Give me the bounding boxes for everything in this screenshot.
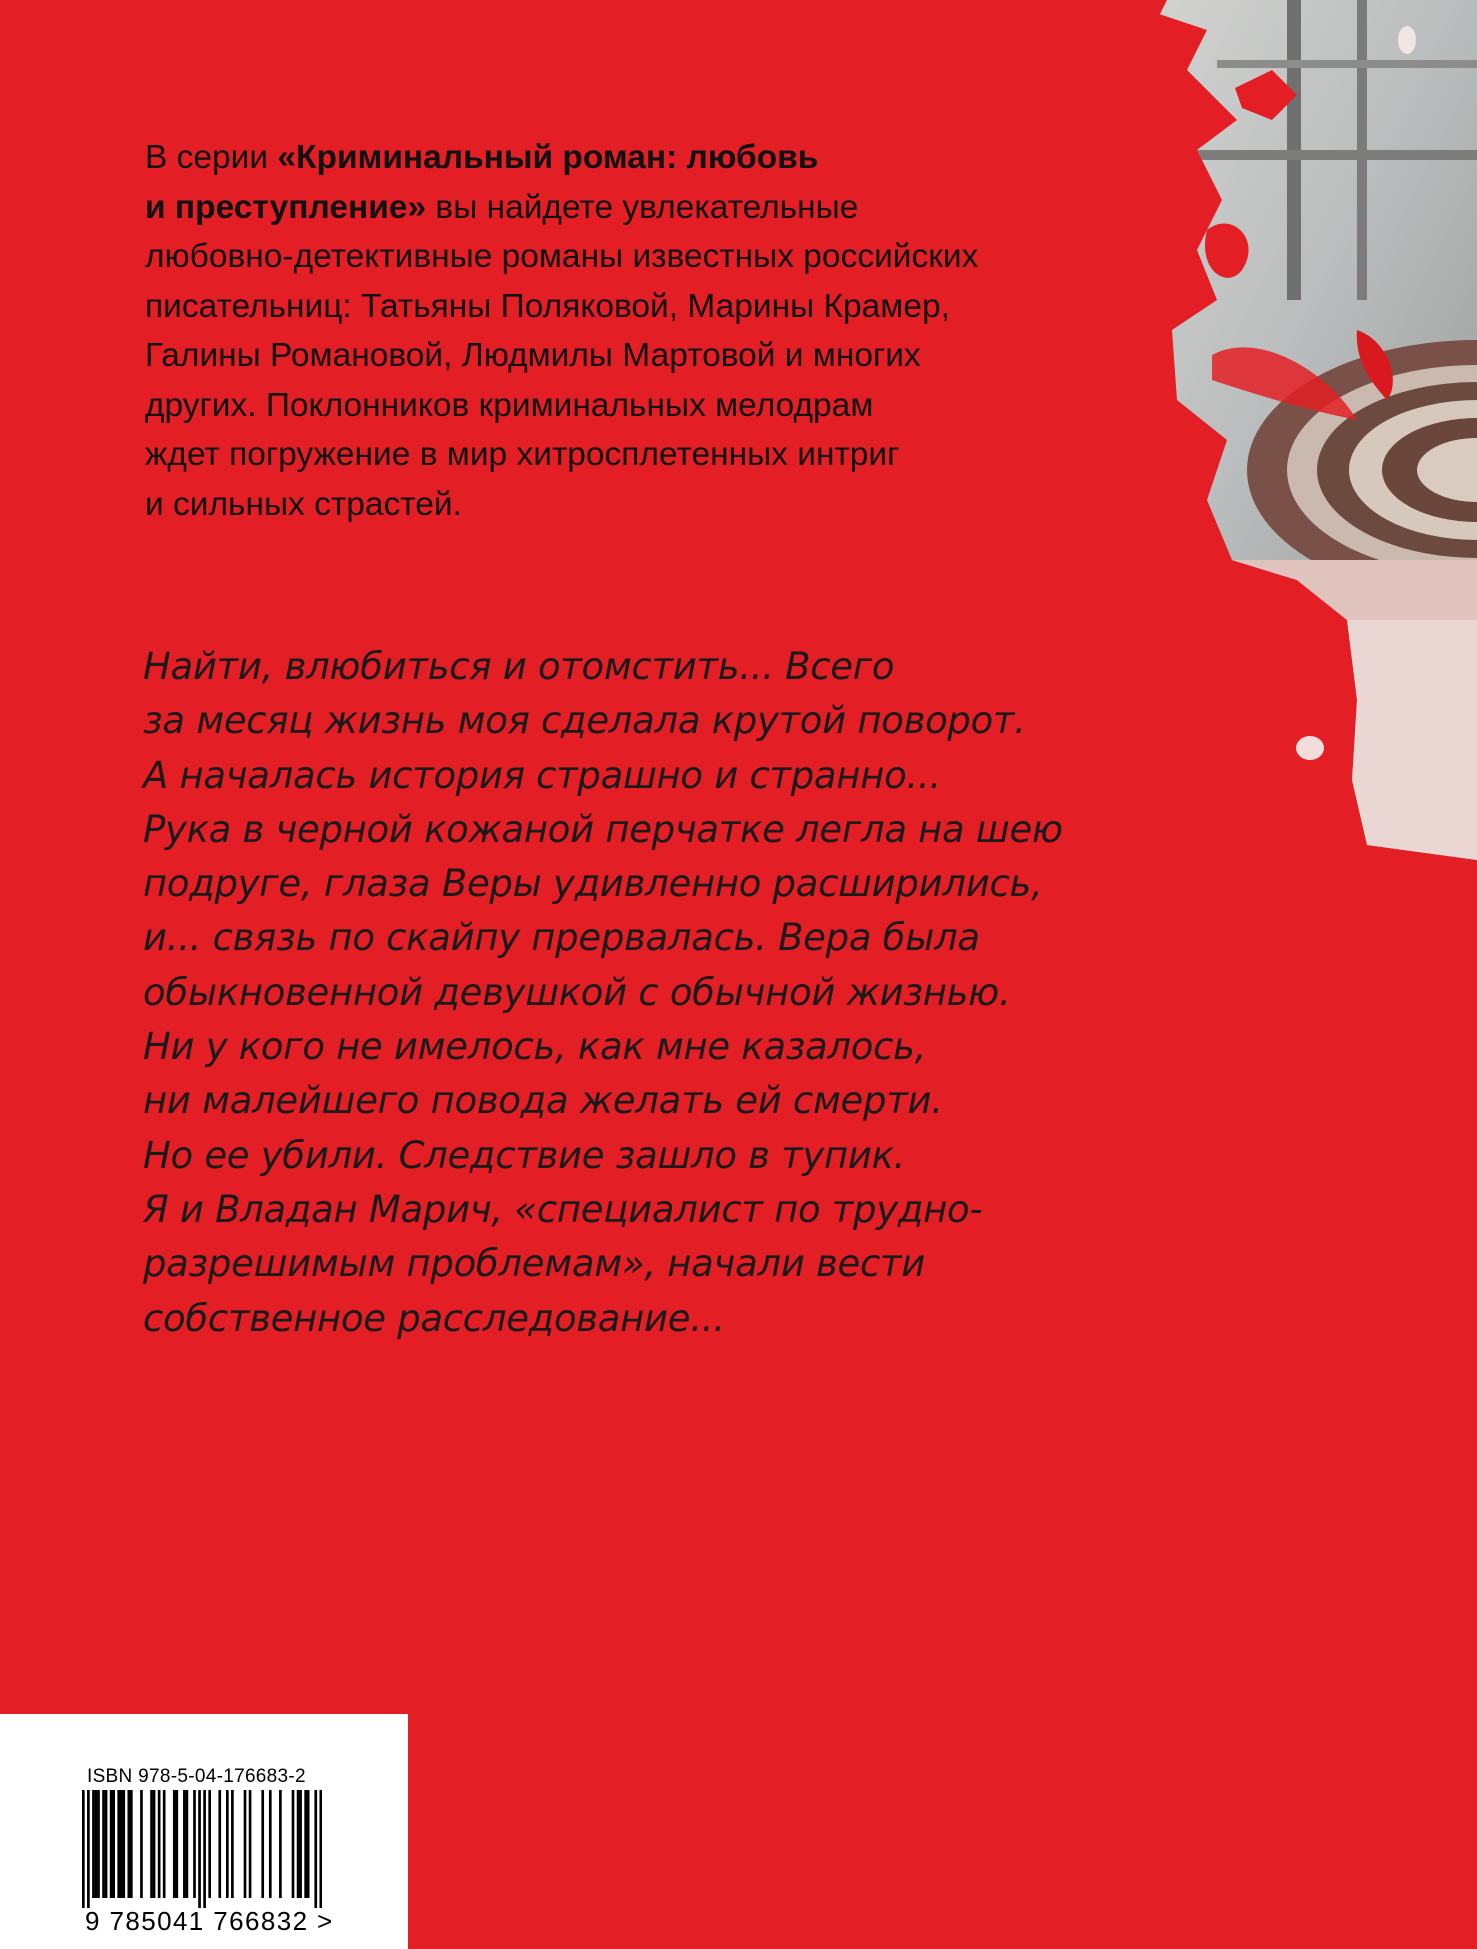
barcode-bar <box>198 1790 201 1908</box>
annotation-line: обыкновенной девушкой с обычной жизнью. <box>143 970 1011 1014</box>
barcode-bar <box>122 1790 125 1898</box>
series-line <box>145 183 1145 233</box>
barcode-bar <box>203 1790 206 1908</box>
annotation-line: и... связь по скайпу прервалась. Вера была <box>143 916 980 960</box>
series-line: писательниц: Татьяны Поляковой, Марины Крамер, <box>145 287 950 325</box>
barcode-bar <box>153 1790 156 1898</box>
barcode-bar <box>112 1790 115 1898</box>
barcode-bar <box>173 1790 176 1898</box>
barcode-bar <box>319 1790 322 1908</box>
barcode-bar <box>304 1790 307 1898</box>
barcode-bar <box>183 1790 186 1898</box>
barcode-bar <box>158 1790 161 1898</box>
barcode-bar <box>186 1790 189 1898</box>
series-line: Галины Романовой, Людмилы Мартовой и многих <box>145 337 921 374</box>
book-annotation <box>143 640 1143 1346</box>
annotation-line: А началась история страшно и странно... <box>143 753 941 797</box>
isbn-number: ISBN 978-5-04-176683-2 <box>87 1766 306 1787</box>
barcode-bar <box>231 1790 234 1898</box>
barcode-bar <box>95 1790 98 1898</box>
barcode-bar <box>175 1790 178 1898</box>
barcode-bar <box>150 1790 153 1898</box>
annotation-line: за месяц жизнь моя сделала крутой поворот. <box>143 699 1026 743</box>
series-text: В серии <box>145 139 278 176</box>
series-line: других. Поклонников криминальных мелодрам <box>145 386 874 424</box>
series-line: ждет погружение в мир хитросплетенных интриг <box>145 436 900 473</box>
annotation-line: разрешимым проблемам», начали вести <box>143 1242 926 1286</box>
barcode-bar <box>97 1790 100 1898</box>
barcode-bar <box>279 1790 282 1898</box>
barcode-bar <box>307 1790 310 1898</box>
annotation-line: ни малейшего повода желать ей смерти. <box>143 1079 943 1123</box>
barcode-bar <box>127 1790 130 1898</box>
annotation-line: подруге, глаза Веры удивленно расширились, <box>143 862 1043 906</box>
barcode-bar <box>297 1790 300 1898</box>
barcode-bar <box>120 1790 123 1898</box>
annotation-line: Я и Владан Марич, «специалист по трудно- <box>143 1187 983 1231</box>
annotation-line: Рука в черной кожаной перчатке легла на шею <box>143 807 1063 851</box>
annotation-line: Найти, влюбиться и отомстить... Всего <box>143 645 895 688</box>
series-line <box>145 133 1145 183</box>
barcode-bar <box>105 1790 108 1898</box>
barcode-bar <box>226 1790 229 1898</box>
barcode-panel <box>0 1714 408 1949</box>
barcode-bar <box>102 1790 105 1898</box>
barcode-bar <box>261 1790 264 1898</box>
barcode-bar <box>218 1790 221 1898</box>
annotation-line: собственное расследование... <box>143 1296 725 1340</box>
annotation-line: Но ее убили. Следствие зашло в тупик. <box>143 1133 906 1177</box>
annotation-line: Ни у кого не имелось, как мне казалось, <box>143 1025 927 1069</box>
barcode-bar <box>314 1790 317 1908</box>
barcode-bar <box>110 1790 113 1898</box>
barcode-bar <box>244 1790 247 1898</box>
series-line: и сильных страстей. <box>145 485 462 523</box>
barcode-bar <box>117 1790 120 1898</box>
barcode-bar <box>269 1790 272 1898</box>
ean-digits: 9 785041 766832 > <box>85 1906 334 1936</box>
barcode-bar <box>82 1790 85 1908</box>
barcode-bar <box>87 1790 90 1908</box>
barcode-bar <box>292 1790 295 1898</box>
barcode-bar <box>208 1790 211 1898</box>
series-description <box>145 133 1145 529</box>
series-line: любовно-детективные романы известных российских <box>145 238 979 275</box>
barcode-bar <box>163 1790 166 1898</box>
barcode-bar <box>130 1790 133 1898</box>
barcode-bar <box>92 1790 95 1898</box>
barcode-bar <box>249 1790 252 1898</box>
series-text: вы найдете увлекательные <box>426 188 859 226</box>
barcode-bar <box>140 1790 143 1898</box>
barcode-bar <box>299 1790 302 1898</box>
barcode-bars <box>82 1790 322 1908</box>
series-title-bold: и преступление» <box>145 188 427 226</box>
barcode-bar <box>193 1790 196 1898</box>
series-title-bold: «Криминальный роман: любовь <box>277 139 819 176</box>
